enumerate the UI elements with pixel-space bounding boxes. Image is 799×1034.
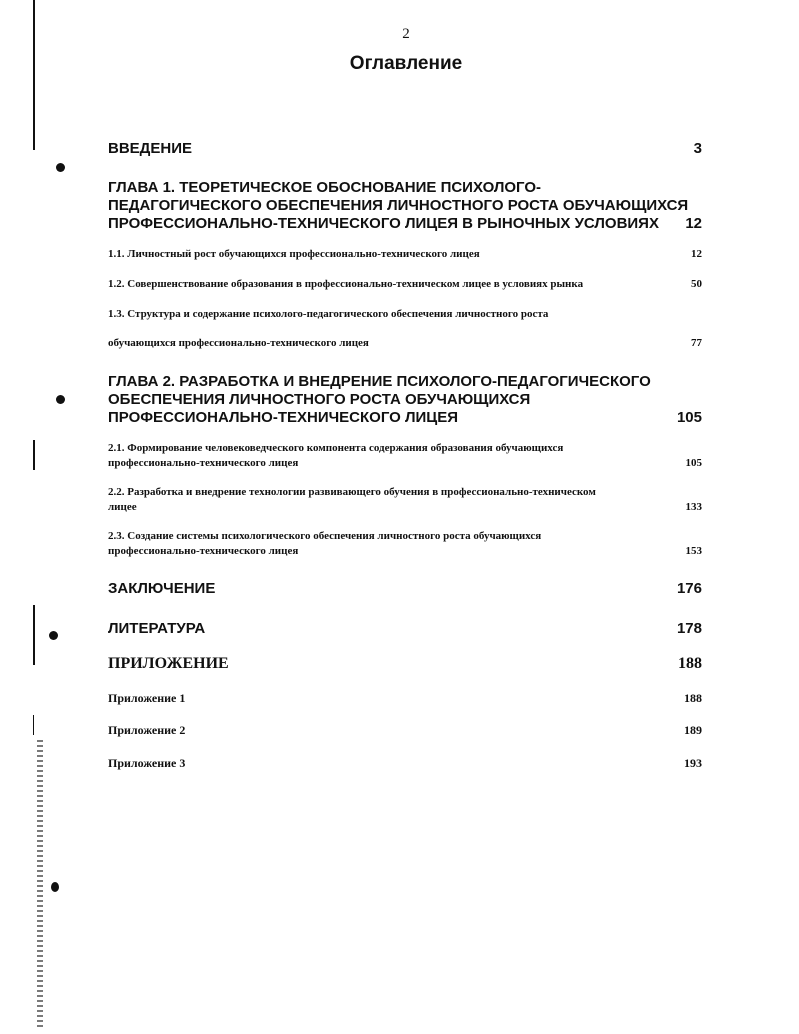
chapter-title-line: ГЛАВА 1. ТЕОРЕТИЧЕСКОЕ ОБОСНОВАНИЕ ПСИХОЛОГО- <box>108 179 542 196</box>
toc-entry-label: ВВЕДЕНИЕ <box>108 140 192 157</box>
scan-dot <box>49 631 58 640</box>
toc-appendix-3 <box>108 756 702 771</box>
toc-section-1-1 <box>108 247 702 262</box>
toc-section-2-3 <box>108 529 702 559</box>
toc-entry-page: 3 <box>693 140 702 157</box>
toc-section-2-2 <box>108 485 702 515</box>
toc-appendix-2 <box>108 723 702 738</box>
toc-section-1-2 <box>108 277 702 292</box>
chapter-title-line: ПРОФЕССИОНАЛЬНО-ТЕХНИЧЕСКОГО ЛИЦЕЯ В РЫНОЧНЫХ УСЛОВИЯХ <box>108 215 659 232</box>
toc-entry-page: 189 <box>684 723 702 737</box>
chapter-title-line: ГЛАВА 2. РАЗРАБОТКА И ВНЕДРЕНИЕ ПСИХОЛОГО-ПЕДАГОГИЧЕСКОГО <box>108 373 651 390</box>
toc-entry-label: 1.2. Совершенствование образования в профессионально-техническом лицее в условиях рынка <box>108 278 584 290</box>
toc-entry-label: 1.3. Структура и содержание психолого-педагогического обеспечения личностного роста <box>108 308 549 320</box>
toc-entry-label: 2.2. Разработка и внедрение технологии развивающего обучения в профессионально-техническом <box>108 486 596 498</box>
toc-entry-label: ЛИТЕРАТУРА <box>108 620 206 637</box>
toc-entry-label: Приложение 1 <box>108 691 186 705</box>
toc-entry-page: 77 <box>691 337 702 349</box>
toc-entry-page: 153 <box>685 545 702 557</box>
page-title: Оглавление <box>349 53 463 74</box>
toc-entry-page: 50 <box>691 278 702 290</box>
toc-chapter-2 <box>108 373 702 427</box>
scan-dot <box>56 163 65 172</box>
scan-edge-line <box>33 0 35 150</box>
toc-entry-page: 188 <box>684 691 702 705</box>
toc-entry-page: 188 <box>678 655 702 672</box>
scan-noise-strip <box>37 740 43 1030</box>
toc-entry-label: ЗАКЛЮЧЕНИЕ <box>108 580 216 597</box>
chapter-title-line: ОБЕСПЕЧЕНИЯ ЛИЧНОСТНОГО РОСТА ОБУЧАЮЩИХСЯ <box>108 391 531 408</box>
toc-entry-label: ПРИЛОЖЕНИЕ <box>108 655 229 672</box>
toc-entry-page: 105 <box>685 457 702 469</box>
toc-section-1-3 <box>108 307 702 322</box>
scan-dot <box>51 882 59 892</box>
toc-entry-label: 1.1. Личностный рост обучающихся профессионально-технического лицея <box>108 248 480 260</box>
scan-edge-line <box>33 605 35 665</box>
toc-entry-literature <box>108 620 702 637</box>
toc-entry-page: 105 <box>676 409 702 426</box>
toc-entry-page: 176 <box>676 580 702 597</box>
toc-entry-page: 12 <box>691 248 702 260</box>
toc-entry-intro <box>108 140 702 157</box>
scan-edge-line <box>33 440 35 470</box>
toc-appendix-1 <box>108 691 702 706</box>
toc-entry-label: 2.3. Создание системы психологического обеспечения личностного роста обучающихся <box>108 530 542 542</box>
chapter-title-line: ПЕДАГОГИЧЕСКОГО ОБЕСПЕЧЕНИЯ ЛИЧНОСТНОГО РОСТА ОБУЧАЮЩИХСЯ <box>108 197 689 214</box>
toc-entry-label: Приложение 3 <box>108 756 186 770</box>
chapter-title-line: ПРОФЕССИОНАЛЬНО-ТЕХНИЧЕСКОГО ЛИЦЕЯ <box>108 409 459 426</box>
toc-entry-label: профессионально-технического лицея <box>108 457 299 469</box>
toc-entry-page: 12 <box>685 215 702 232</box>
toc-entry-appendix <box>108 655 702 673</box>
toc-entry-label: 2.1. Формирование человековедческого компонента содержания образования обучающихся <box>108 442 564 454</box>
toc-entry-label: Приложение 2 <box>108 723 186 737</box>
toc-entry-label: профессионально-технического лицея <box>108 545 299 557</box>
toc-section-2-1 <box>108 441 702 471</box>
toc-entry-page: 133 <box>685 501 702 513</box>
toc-chapter-1 <box>108 179 702 233</box>
toc-entry-label: лицее <box>108 501 137 513</box>
toc-entry-page: 193 <box>684 756 702 770</box>
toc-entry-conclusion <box>108 580 702 597</box>
toc-entry-label: обучающихся профессионально-технического лицея <box>108 337 369 349</box>
scan-dot <box>56 395 65 404</box>
toc-section-1-3-cont <box>108 336 702 351</box>
toc-entry-page: 178 <box>676 620 702 637</box>
scan-edge-line <box>33 715 34 735</box>
page-number: 2 <box>402 26 410 42</box>
